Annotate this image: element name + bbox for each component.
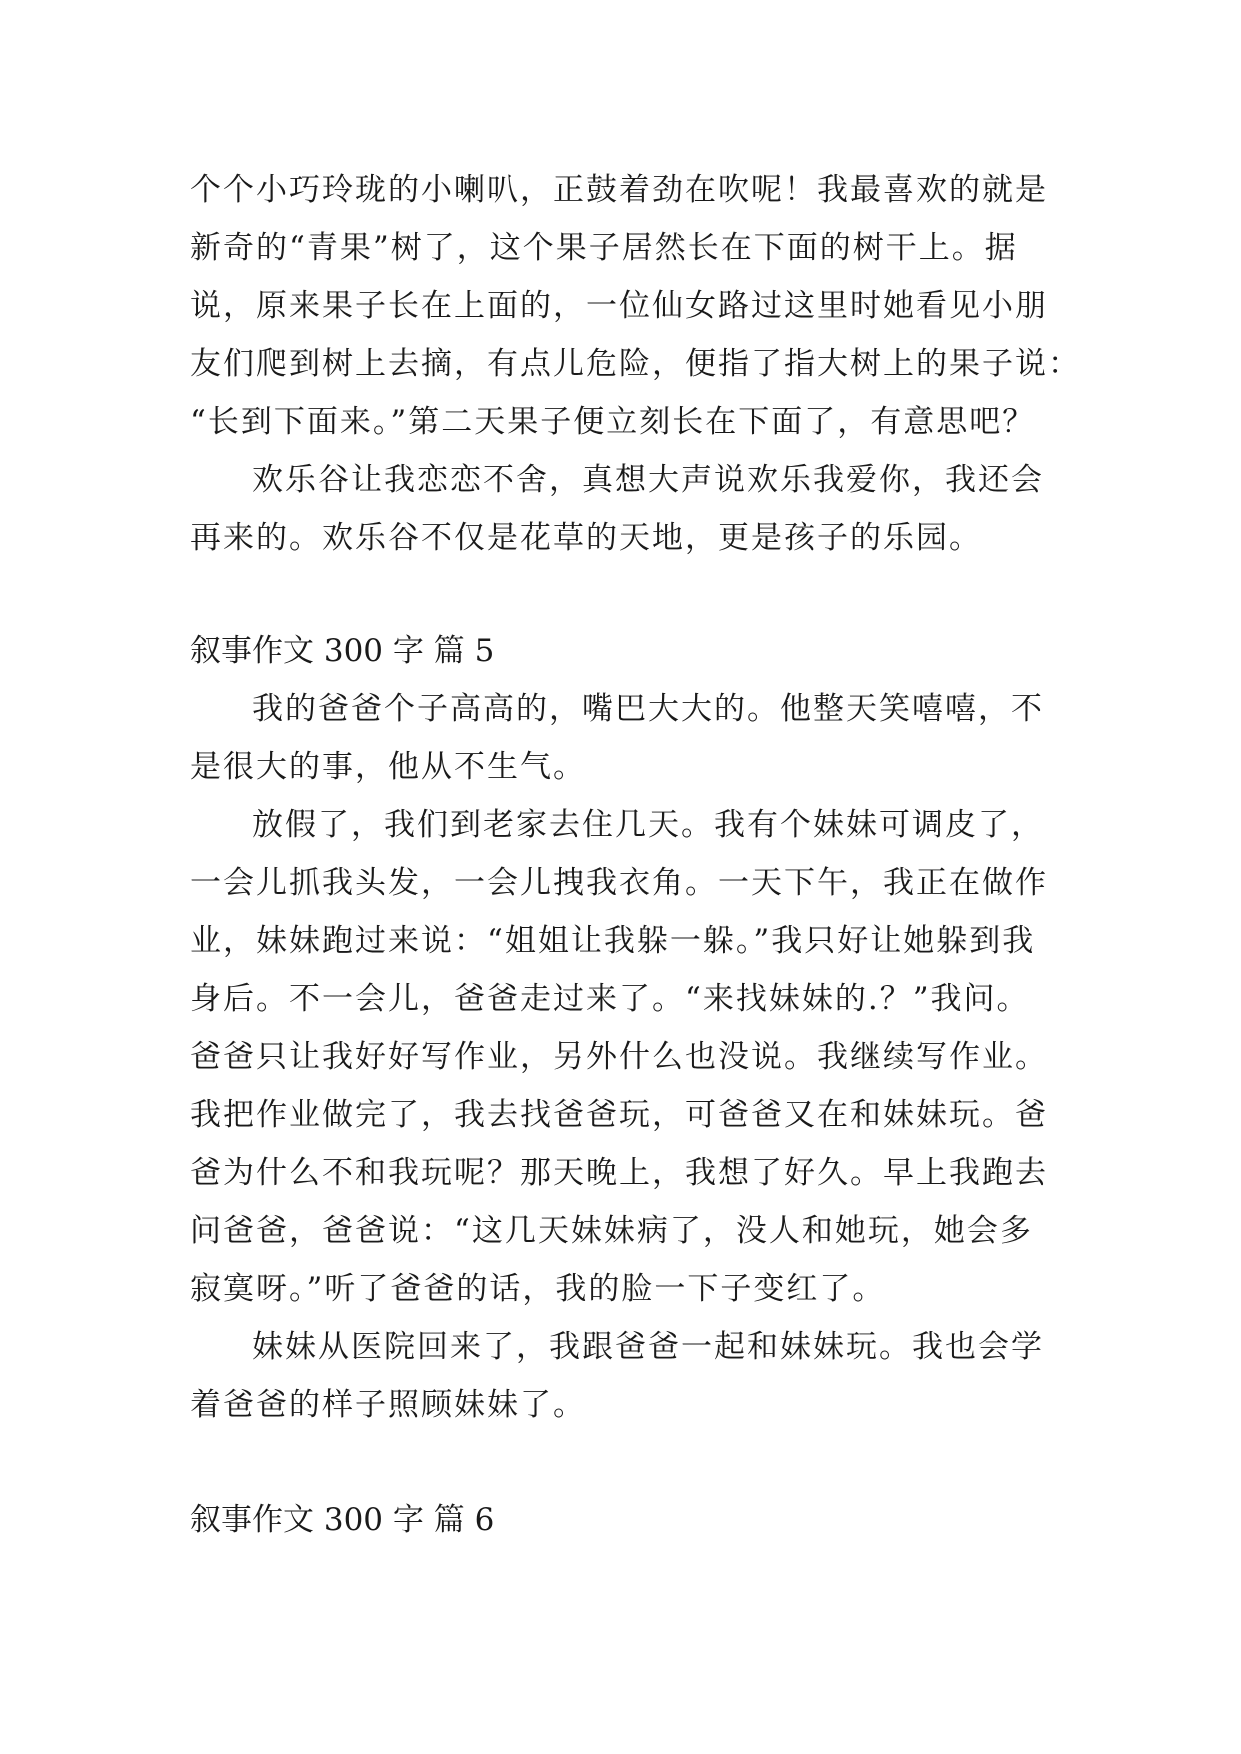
text-line: 爸为什么不和我玩呢？那天晚上，我想了好久。早上我跑去 <box>190 1155 1048 1191</box>
paragraph-first-line: 放假了，我们到老家去住几天。我有个妹妹可调皮了， <box>252 807 1044 843</box>
text-line: 新奇的“青果”树了，这个果子居然长在下面的树干上。据 <box>190 230 1018 266</box>
text-line: 友们爬到树上去摘，有点儿危险，便指了指大树上的果子说： <box>190 346 1081 382</box>
text-line: 个个小巧玲珑的小喇叭，正鼓着劲在吹呢！我最喜欢的就是 <box>190 172 1048 208</box>
paragraph-first-line: 欢乐谷让我恋恋不舍，真想大声说欢乐我爱你，我还会 <box>252 462 1044 498</box>
text-line: 我把作业做完了，我去找爸爸玩，可爸爸又在和妹妹玩。爸 <box>190 1097 1048 1133</box>
text-line: “长到下面来。”第二天果子便立刻长在下面了，有意思吧？ <box>190 404 1036 440</box>
text-line: 一会儿抓我头发，一会儿拽我衣角。一天下午，我正在做作 <box>190 865 1048 901</box>
text-line: 说，原来果子长在上面的，一位仙女路过这里时她看见小朋 <box>190 288 1048 324</box>
text-line: 问爸爸，爸爸说：“这几天妹妹病了，没人和她玩，她会多 <box>190 1213 1033 1249</box>
text-line: 着爸爸的样子照顾妹妹了。 <box>190 1387 586 1423</box>
section-heading: 叙事作文 300 字 篇 6 <box>190 1502 495 1538</box>
section-heading: 叙事作文 300 字 篇 5 <box>190 633 495 669</box>
text-line: 业，妹妹跑过来说：“姐姐让我躲一躲。”我只好让她躲到我 <box>190 923 1036 959</box>
text-line: 寂寞呀。”听了爸爸的话，我的脸一下子变红了。 <box>190 1271 886 1307</box>
paragraph-first-line: 我的爸爸个子高高的，嘴巴大大的。他整天笑嘻嘻，不 <box>252 691 1044 727</box>
text-line: 爸爸只让我好好写作业，另外什么也没说。我继续写作业。 <box>190 1039 1048 1075</box>
text-line: 是很大的事，他从不生气。 <box>190 749 586 785</box>
text-line: 再来的。欢乐谷不仅是花草的天地，更是孩子的乐园。 <box>190 520 982 556</box>
text-line: 身后。不一会儿，爸爸走过来了。“来找妹妹的.？”我问。 <box>190 981 1030 1017</box>
paragraph-first-line: 妹妹从医院回来了，我跟爸爸一起和妹妹玩。我也会学 <box>252 1329 1044 1365</box>
